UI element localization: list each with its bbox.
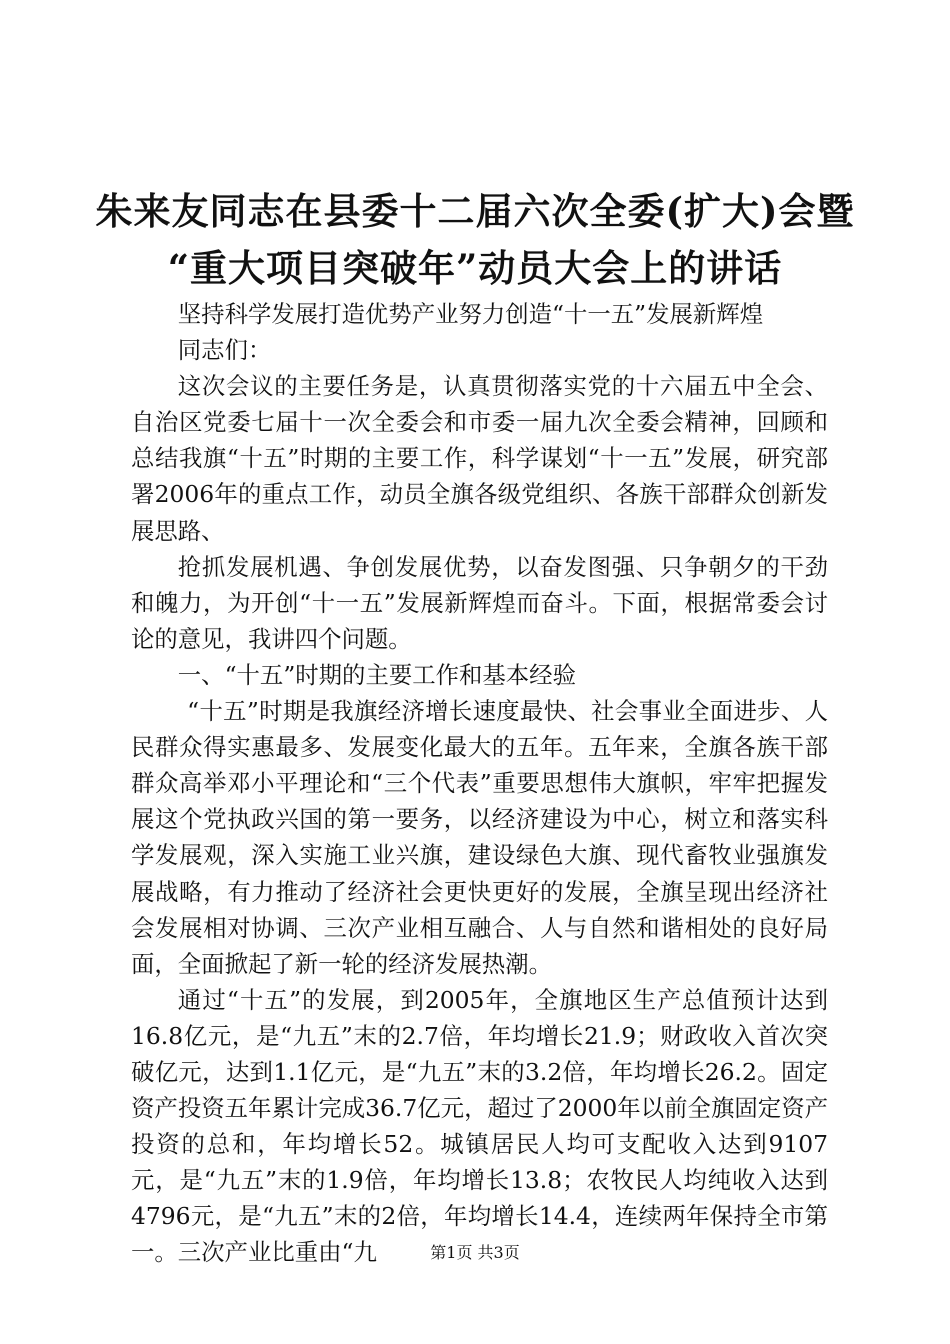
body-paragraph: 这次会议的主要任务是，认真贯彻落实党的十六届五中全会、自治区党委七届十一次全委会和市委一届九次全委会精神，回顾和总结我旗“十五”时期的主要工作，科学谋划“十一五”发展，研究部署2006年的重点工作，动员全旗各级党组织、各族干部群众创新发展思路、 [131, 372, 828, 545]
salutation-paragraph: 同志们： [177, 336, 272, 365]
page-footer: 第1页 共3页 [430, 1243, 520, 1262]
body-paragraph: “十五”时期是我旗经济增长速度最快、社会事业全面进步、人民群众得实惠最多、发展变化最大的五年。五年来，全旗各族干部群众高举邓小平理论和“三个代表”重要思想伟大旗帜，牢牢把握发展这个党执政兴国的第一要务，以经济建设为中心，树立和落实科学发展观，深入实施工业兴旗，建设绿色大旗、现代畜牧业强旗发展战略，有力推动了经济社会更快更好的发展，全旗呈现出经济社会发展相对协调、三次产业相互融合、人与自然和谐相处的良好局面，全面掀起了新一轮的经济发展热潮。 [131, 697, 828, 978]
subtitle-paragraph: 坚持科学发展打造优势产业努力创造“十一五”发展新辉煌 [177, 300, 764, 328]
document-title-line-1: 朱来友同志在县委十二届六次全委(扩大)会暨 [95, 189, 855, 233]
document-body [131, 296, 828, 1271]
body-paragraph: 抢抓发展机遇、争创发展优势，以奋发图强、只争朝夕的干劲和魄力，为开创“十一五”发展新辉煌而奋斗。下面，根据常委会讨论的意见，我讲四个问题。 [131, 552, 828, 653]
section-heading: 一、“十五”时期的主要工作和基本经验 [177, 660, 576, 689]
document-title-line-2: “重大项目突破年”动员大会上的讲话 [167, 246, 783, 290]
body-paragraph: 通过“十五”的发展，到2005年，全旗地区生产总值预计达到16.8亿元，是“九五”末的2.7倍，年均增长21.9；财政收入首次突破亿元，达到1.1亿元，是“九五”末的3.2倍，年均增长26.2。固定资产投资五年累计完成36.7亿元，超过了2000年以前全旗固定资产投资的总和，年均增长52。城镇居民人均可支配收入达到9107元，是“九五”末的1.9倍，年均增长13.8；农牧民人均纯收入达到4796元，是“九五”末的2倍，年均增长14.4，连续两年保持全市第一。三次产业比重由“九 [131, 985, 828, 1267]
